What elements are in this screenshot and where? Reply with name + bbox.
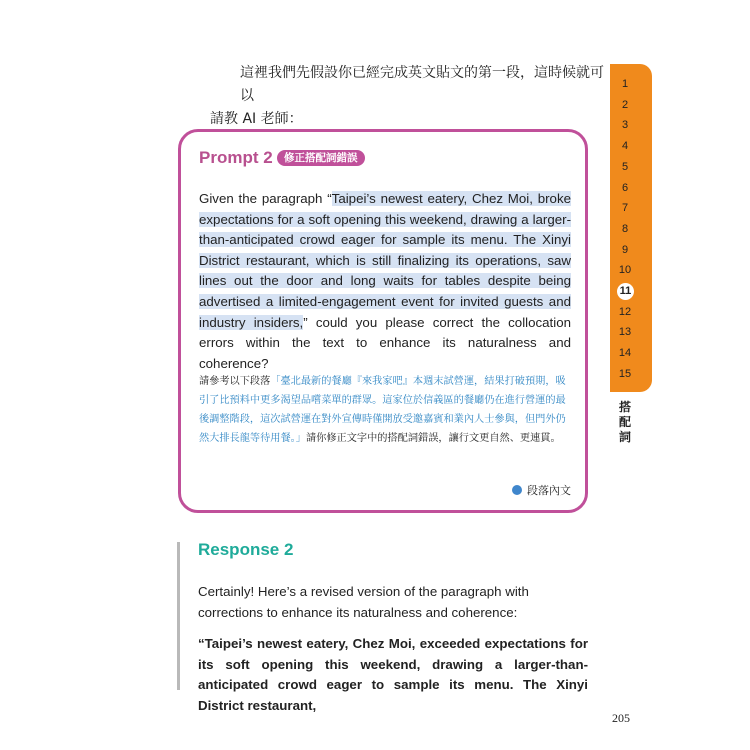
chapter-2: 2 xyxy=(621,98,629,111)
chapter-9: 9 xyxy=(621,243,629,256)
chapter-10: 10 xyxy=(618,264,632,277)
chapter-6: 6 xyxy=(621,181,629,194)
chapter-1: 1 xyxy=(621,78,629,90)
intro-line-1: 這裡我們先假設你已經完成英文貼文的第一段，這時候就可以 xyxy=(240,65,604,104)
response-body: “Taipei’s newest eatery, Chez Moi, exceeded expectations for its soft opening this weekend, drawing a larger-than-anticipated crowd eager to sample its menu. The Xinyi District restaurant, xyxy=(198,636,588,713)
prompt-en-after: ” could you please correct the collocation errors within the text to enhance its naturalness and coherence? xyxy=(199,314,571,371)
prompt-title: Prompt 2 xyxy=(199,148,273,167)
chapter-3: 3 xyxy=(621,119,629,132)
chapter-7: 7 xyxy=(621,202,629,215)
chapter-13: 13 xyxy=(618,326,632,339)
response-title: Response 2 xyxy=(198,540,294,559)
chapter-side-tab xyxy=(610,64,652,392)
chapter-15: 15 xyxy=(618,367,632,380)
source-label-text: 段落內文 xyxy=(527,484,571,497)
chapter-11: 11 xyxy=(617,283,634,300)
prompt-english-text xyxy=(199,189,571,374)
chapter-12: 12 xyxy=(618,305,632,318)
prompt-en-highlight: Taipei’s newest eatery, Chez Moi, broke expectations for a soft opening this weekend, drawing a larger-than-anticipated crowd eager for sample its menu. The Xinyi District restaurant, which is still finalizing its operations, saw lines out the door and long waits for tables despite being advertised a limited-engagement event for invited guests and industry insiders, xyxy=(199,191,571,330)
chapter-8: 8 xyxy=(621,222,629,235)
side-tab-label: 搭配詞 xyxy=(618,400,631,444)
prompt-box xyxy=(178,129,588,513)
response-left-bar xyxy=(177,542,180,690)
chapter-14: 14 xyxy=(618,347,632,360)
page-number: 205 xyxy=(612,711,630,725)
prompt-tag-badge: 修正搭配詞錯誤 xyxy=(277,150,365,166)
source-label xyxy=(512,482,571,498)
chapter-4: 4 xyxy=(621,140,629,153)
prompt-zh-before: 請參考以下段落 xyxy=(199,376,271,387)
prompt-zh-quote: 「臺北最新的餐廳『來我家吧』本週末試營運，結果打破預期，吸引了比預料中更多渴望品嚐菜單的群眾。這家位於信義區的餐廳仍在進行營運的最後調整階段，這次試營運在對外宣傳時僅開放受邀嘉賓和業內人士參與，但門外仍然大排長龍等待用餐。」 xyxy=(199,376,566,444)
prompt-chinese-text xyxy=(199,372,571,448)
prompt-zh-after: 請你修正文字中的搭配詞錯誤，讓行文更自然、更連貫。 xyxy=(305,433,561,444)
response-intro: Certainly! Here’s a revised version of the paragraph with corrections to enhance its naturalness and coherence: xyxy=(198,584,529,620)
blue-dot-icon xyxy=(512,485,522,495)
intro-text xyxy=(210,62,610,131)
prompt-en-before: Given the paragraph “ xyxy=(199,191,332,206)
intro-line-2: 請教 AI 老師： xyxy=(210,111,303,127)
chapter-5: 5 xyxy=(621,160,629,173)
